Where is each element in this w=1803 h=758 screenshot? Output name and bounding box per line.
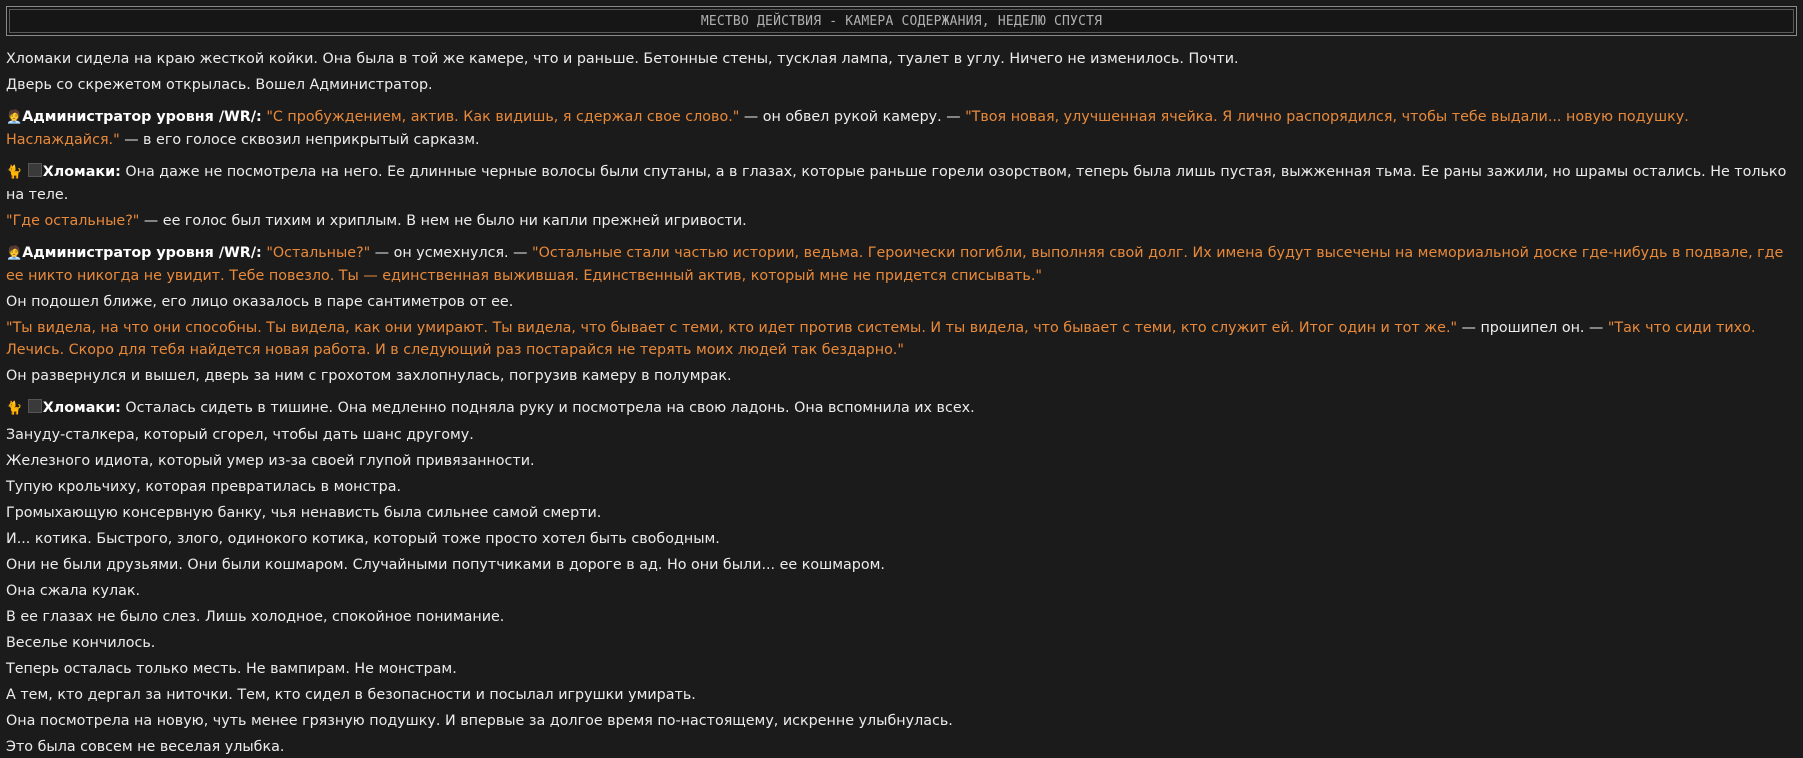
narration-line: Она посмотрела на новую, чуть менее грязную подушку. И впервые за долгое время по-настоящему, искренне улыбнулась. bbox=[6, 713, 953, 729]
cat-icon: 🐈 bbox=[6, 165, 23, 180]
dialogue-khlomaki bbox=[6, 397, 1798, 420]
narration-paragraph: Он подошел ближе, его лицо оказалось в паре сантиметров от ее. bbox=[6, 294, 514, 310]
dialogue-narration: Осталась сидеть в тишине. Она медленно подняла руку и посмотрела на свою ладонь. Она вспомнила их всех. bbox=[120, 400, 975, 416]
dialogue-khlomaki bbox=[6, 161, 1798, 206]
narration-line: Железного идиота, который умер из-за своей глупой привязанности. bbox=[6, 453, 535, 469]
speaker-name: Хломаки: bbox=[42, 164, 121, 180]
dialogue-narration: Она даже не посмотрела на него. Ее длинные черные волосы были спутаны, а в глазах, которые раньше горели озорством, теперь была лишь пустая, выжженная тьма. Ее раны зажили, но шрамы остались. Не только на теле. bbox=[6, 164, 1787, 203]
narration-line: В ее глазах не было слез. Лишь холодное, спокойное понимание. bbox=[6, 609, 505, 625]
narration-line: Зануду-сталкера, который сгорел, чтобы дать шанс другому. bbox=[6, 427, 474, 443]
dialogue-quote: "С пробуждением, актив. Как видишь, я сдержал свое слово." bbox=[266, 109, 740, 125]
speaker-name: Хломаки: bbox=[42, 400, 121, 416]
cat-icon: 🐈 bbox=[6, 401, 23, 416]
scene-title: МЕСТВО ДЕЙСТВИЯ - КАМЕРА СОДЕРЖАНИЯ, НЕДЕЛЮ СПУСТЯ bbox=[700, 13, 1103, 29]
story-log bbox=[6, 48, 1798, 758]
narration-line: Они не были друзьями. Они были кошмаром. Случайными попутчиками в дороге в ад. Но они были... ее кошмаром. bbox=[6, 557, 885, 573]
narration-paragraph: Хломаки сидела на краю жесткой койки. Она была в той же камере, что и раньше. Бетонные стены, тусклая лампа, туалет в углу. Ничего не изменилось. Почти. bbox=[6, 51, 1239, 67]
narration-line: Веселье кончилось. bbox=[6, 635, 156, 651]
narration-line: Теперь осталась только месть. Не вампирам. Не монстрам. bbox=[6, 661, 457, 677]
narration-line: А тем, кто дергал за ниточки. Тем, кто сидел в безопасности и посылал игрушки умирать. bbox=[6, 687, 696, 703]
scene-header bbox=[6, 6, 1797, 36]
narration-line: И... котика. Быстрого, злого, одинокого котика, который тоже просто хотел быть свободным. bbox=[6, 531, 720, 547]
dialogue-quote: "Остальные?" bbox=[266, 245, 371, 261]
dialogue-admin bbox=[6, 242, 1798, 287]
dialogue-quote: "Так что сиди тихо. Лечись. Скоро для тебя найдется новая работа. И в следующий раз постарайся не терять моих людей так бездарно." bbox=[6, 320, 1756, 358]
black-square-icon bbox=[28, 399, 42, 413]
speaker-name: Администратор уровня /WR/: bbox=[22, 109, 262, 125]
dialogue-quote: "Остальные стали частью истории, ведьма. Героически погибли, выполняя свой долг. Их имена будут высечены на мемориальной доске где-нибудь в подвале, где ее никто никогда не увидит. Тебе повезло. Ты — единственная выжившая. Единственный актив, который мне не придется списывать." bbox=[6, 245, 1784, 284]
black-square-icon bbox=[28, 163, 42, 177]
dialogue-admin bbox=[6, 106, 1798, 151]
narration-line: Громыхающую консервную банку, чья ненависть была сильнее самой смерти. bbox=[6, 505, 602, 521]
admin-icon: 🧑‍💼 bbox=[6, 246, 23, 261]
dialogue-narration: — ее голос был тихим и хриплым. В нем не было ни капли прежней игривости. bbox=[139, 213, 747, 229]
narration-line: Она сжала кулак. bbox=[6, 583, 141, 599]
dialogue-quote: "Твоя новая, улучшенная ячейка. Я лично распорядился, чтобы тебе выдали... новую подушку. Наслаждайся." bbox=[6, 109, 1689, 148]
speaker-name: Администратор уровня /WR/: bbox=[22, 245, 262, 261]
dialogue-narration: — он усмехнулся. — bbox=[370, 245, 532, 261]
dialogue-narration: — он обвел рукой камеру. — bbox=[739, 109, 966, 125]
admin-icon: 🧑‍💼 bbox=[6, 110, 23, 125]
dialogue-quote: "Ты видела, на что они способны. Ты видела, как они умирают. Ты видела, что бывает с теми, кто идет против системы. И ты видела, что бывает с теми, кто служит ей. Итог один и тот же." bbox=[6, 320, 1458, 336]
dialogue-quote: "Где остальные?" bbox=[6, 213, 140, 229]
dialogue-narration: — в его голосе сквозил неприкрытый сарказм. bbox=[119, 132, 480, 148]
narration-line: Это была совсем не веселая улыбка. bbox=[6, 739, 285, 755]
narration-paragraph: Он развернулся и вышел, дверь за ним с грохотом захлопнулась, погрузив камеру в полумрак. bbox=[6, 368, 732, 384]
dialogue-admin-continued bbox=[6, 317, 1798, 361]
narration-line: Тупую крольчиху, которая превратилась в монстра. bbox=[6, 479, 402, 495]
dialogue-narration: — прошипел он. — bbox=[1457, 320, 1608, 336]
narration-paragraph: Дверь со скрежетом открылась. Вошел Администратор. bbox=[6, 77, 433, 93]
dialogue-khlomaki-continued bbox=[6, 210, 1798, 232]
